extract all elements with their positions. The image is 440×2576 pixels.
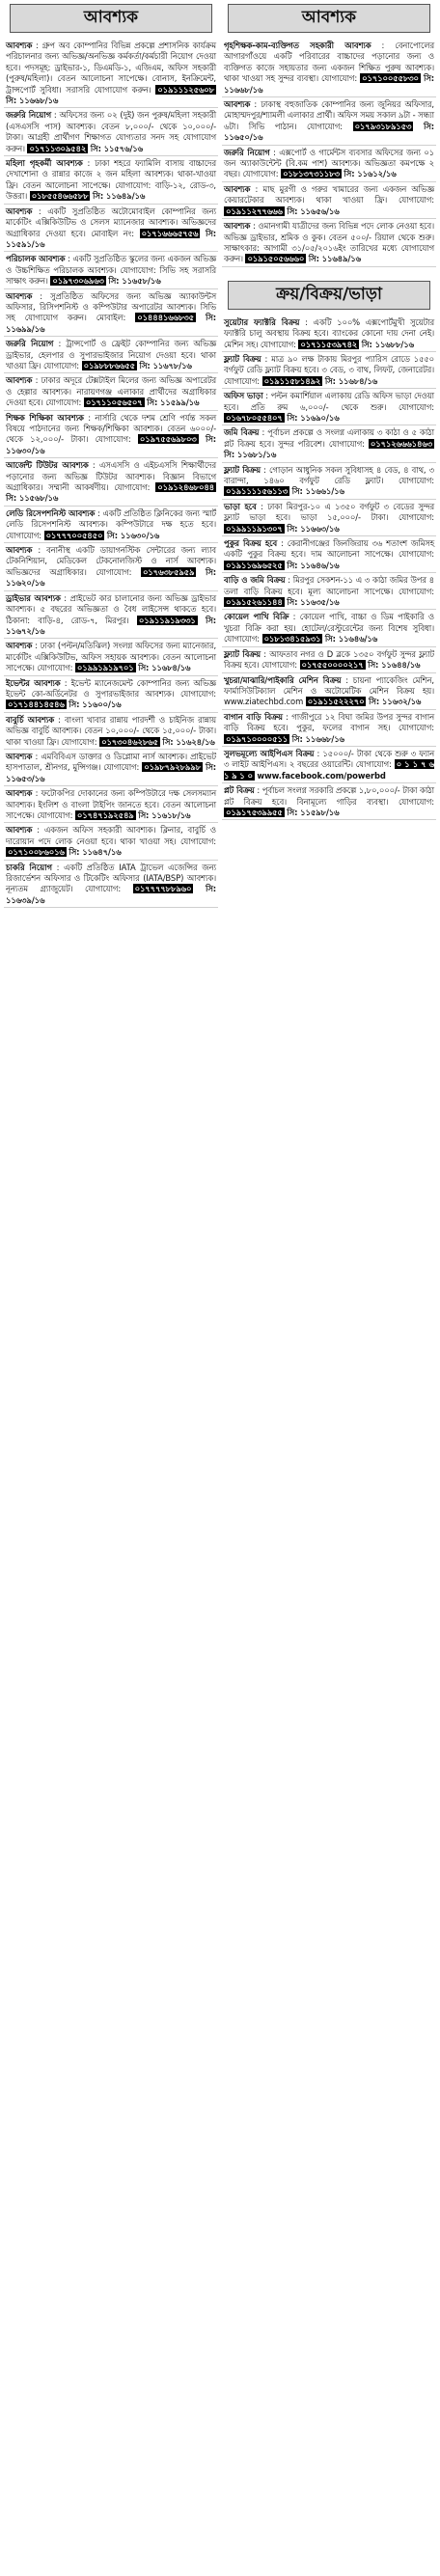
ad-body: এমবিবিএস ডাক্তার ও ডিপ্লোমা নার্স আবশ্যক। প্রাইভেট হাসপাতাল, শ্রীনগর, মুন্সিগঞ্জ। যোগাযোগ: — [6, 751, 216, 773]
ad-code: সি: ১১৬৯০/১৬ — [287, 412, 340, 423]
ad-code: সি: ১১৬৫৮/১৬ — [108, 276, 161, 287]
ad-body: বনানীস্থ একটি ডায়াগনস্টিক সেন্টারের জন্য ল্যাব টেকনিশিয়ান, মেডিকেল টেকনোলজিস্ট ও নার্স আবশ্যক। অভিজ্ঞদের অগ্রাধিকার। যোগাযোগ: — [6, 545, 216, 577]
ad-phone: ০১৯৭৩০৬৯৬৩ — [52, 276, 104, 287]
classified-ad: জরুরি নিয়োগ : অফিসের জন্য ০২ (দুই) জন পুরুষ/মহিলা সহকারী (এসএসসি পাস) আবশ্যক। বেতন ৮,০০০/- থেকে ১০,০০০/- টাকা। আগ্রহী প্রার্থীগণ শিক্ষাগত যোগ্যতার সনদ সহ যোগাযোগ করুন। ০১৭১১৩০৯৫৪২ সি: ১১৫৭৬/১৬ — [4, 108, 218, 156]
ad-code: সি: ১১৬৭৮/১৬ — [139, 360, 192, 370]
ad-title: শিক্ষক শিক্ষিকা আবশ্যক — [6, 412, 84, 423]
ad-title: প্লট বিক্রয় — [224, 785, 255, 796]
ad-code: সি: ১১৬৮৪/১৬ — [138, 663, 191, 673]
ad-phone: ০১৭৪৭১৯২৫৪৯ — [76, 810, 134, 820]
ad-code: সি: ১১৬২০/১৬ — [6, 566, 217, 589]
ad-phone: ০১৯৯১১৯১৩০৭ — [226, 523, 283, 534]
ad-title: ইভেন্টর আবশ্যক — [6, 677, 61, 688]
classified-ad: ফ্ল্যাট বিক্রয় : গোড়ান আধুনিক সকল সুবিধাসহ ৪ বেড, ৪ বাথ, ৩ বারান্দা, ১৪৬০ বর্গফুট রেডি ফ্ল্যাট। যোগাযোগ: ০১৯১১১১৫৬১১৩ সি: ১১৬৬১/১৬ — [222, 463, 436, 500]
ad-phone: ০১৯১১৯১৯৩৩১ — [138, 615, 196, 625]
ad-phone: ০১৯৯১৯১৯৭০১ — [76, 663, 134, 673]
ad-code: সি: ১১৬৪৭/১৬ — [69, 847, 122, 858]
ad-title: আর্জেন্ট টিউটর আবশ্যক — [6, 460, 89, 471]
ad-title: জরুরি নিয়োগ — [6, 339, 54, 349]
classified-ad: সুলভমূল্যে আইপিএস বিক্রয় : ১৫০০০/- টাকা থেকে শুরু ৩ ফ্যান ৩ লাইট আইপিএস। ২ বছরের ওয়ারেন্টি। যোগাযোগ: ০ ১ ১ ৭ ৬ ১ ৯ ১ ০ www.facebook.com/powerbd — [222, 747, 436, 783]
ad-code: সি: ১১৬৮১/১৬ — [224, 450, 277, 460]
left-ad-list — [4, 39, 218, 908]
ad-body: মিরপুর সেকশন-১১ এ ৩ কাঠা জমির উপর ৪ তলা বাড়ি বিক্রয় হবে। মূল্য আলোচনা সাপেক্ষে। যোগাযোগ: — [224, 575, 434, 596]
ad-phone: ০১৮১৩৭৩১১৮৩ — [283, 169, 340, 179]
ad-body: একটি সুপ্রতিষ্ঠিত অটোমোবাইল কোম্পানির জন্য মার্কেটিং এক্সিকিউটিভ ও সেলস ম্যানেজার আবশ্যক। অভিজ্ঞদের অগ্রাধিকার দেওয়া হবে। মোবাইল নং: — [6, 206, 216, 238]
ad-title: মহিলা গৃহকর্মী আবশ্যক — [6, 158, 83, 169]
ad-code: সি: ১১৬৫৩/১৬ — [6, 762, 217, 783]
section-header-wanted: আবশ্যক — [10, 4, 212, 33]
ad-body: এসএসসি ও এইচএসসি শিক্ষার্থীদের পড়ানোর জন্য অভিজ্ঞ টিউটর আবশ্যক। বিজ্ঞান বিভাগে অগ্রাধিকার। সম্মানী আকর্ষণীয়। যোগাযোগ: — [6, 460, 216, 493]
ad-body: নার্সারি থেকে দশম শ্রেণি পর্যন্ত সকল বিষয়ে পাঠদানের জন্য শিক্ষক/শিক্ষিকা আবশ্যক। বেতন ৬০০০/- থেকে ১২,০০০/- টাকা। যোগাযোগ: — [6, 412, 216, 445]
classified-ad: পরিচালক আবশ্যক : একটি সুপ্রতিষ্ঠিত স্কুলের জন্য একজন অভিজ্ঞ ও উচ্চশিক্ষিত পরিচালক আবশ্যক। যোগাযোগ: সিভি সহ সরাসরি সাক্ষাৎ করুন। ০১৯৭৩০৬৯৬৩ সি: ১১৬৫৮/১৬ — [4, 252, 218, 288]
classified-ad: বাবুর্চি আবশ্যক : বাংলা খাবার রান্নায় পারদর্শী ও চাইনিজ রান্নায় অভিজ্ঞ বাবুর্চি আবশ্যক। বেতন ১০,০০০/- থেকে ১৫,০০০/- টাকা। থাকা খাওয়া ফ্রি। যোগাযোগ: ০১৭৩০৪৬২৮৬৫ সি: ১১৬২৪/১৬ — [4, 713, 218, 750]
classified-ad: জরুরি নিয়োগ : এক্সপোর্ট ও গার্মেন্টস ব্যবসার অফিসের জন্য ০১ জন অ্যাকাউন্টেন্ট (বি.কম পাশ) আবশ্যক। অভিজ্ঞতা কমপক্ষে ২ বছর। যোগাযোগ: ০১৮১৩৭৩১১৮৩ সি: ১১৬১২/১৬ — [222, 146, 436, 182]
ad-code: সি: ১১৬৬১/১৬ — [291, 486, 344, 497]
classified-ad: বাগান বাড়ি বিক্রয় : গাজীপুরে ১২ বিঘা জমির উপর সুন্দর বাগান বাড়ি বিক্রয় হবে। পুকুর, ফলের বাগান সহ। যোগাযোগ: ০১৯৭১০০০০৫১১ সি: ১১৬৬৮/১৬ — [222, 710, 436, 747]
ad-body: ট্রান্সপোর্ট ও ফ্রেইট কোম্পানির জন্য অভিজ্ঞ ড্রাইভার, হেলপার ও সুপারভাইজার নিয়োগ দেওয়া হবে। থাকা খাওয়া ফ্রি। যোগাযোগ: — [6, 339, 216, 370]
ad-code: সি: ১১৬০০/১৬ — [69, 699, 122, 710]
ad-phone: ০১৯১১২৭৭৬৬৬ — [226, 206, 283, 216]
classified-ad: ফ্ল্যাট বিক্রয় : মাত্র ৯০ লক্ষ টাকায় মিরপুর প্যারিস রোডে ১৫৫০ বর্গফুট রেডি ফ্ল্যাট বিক্রয় হবে। ৩ বেড, ৩ বাথ, লিফট, জেনারেটর। যোগাযোগ: ০১৯১১৫৮১৪৯২ সি: ১১৬৮৪/১৬ — [222, 352, 436, 389]
ad-title: আবশ্যক — [6, 290, 33, 301]
ad-body: কোয়েল পাখি, বাচ্চা ও ডিম পাইকারি ও খুচরা বিক্রি করা হয়। হোটেল/রেস্টুরেন্টের জন্য বিশেষ সুবিধা। যোগাযোগ: — [224, 612, 434, 644]
ad-code: সি: ১১৬৩০/১৬ — [106, 530, 160, 540]
ad-title: আবশ্যক — [6, 641, 33, 651]
ad-title: ফ্ল্যাট বিক্রয় — [224, 648, 261, 659]
ad-phone: ০১৭১১৩০৯৫৪২ — [29, 143, 87, 153]
classified-ad: আবশ্যক : ঢাকার অদূরে টেক্সটাইল মিলের জন্য অভিজ্ঞ অপারেটর ও হেল্পার আবশ্যক। নারায়ণগঞ্জ এলাকার প্রার্থীদের অগ্রাধিকার দেওয়া হবে। যোগাযোগ: ০১৭১১০৫৬৫০৭ সি: ১১৫৯৯/১৬ — [4, 373, 218, 410]
right-column — [222, 0, 436, 820]
ad-phone: ০১৯৭৫৫৬৯৮০৩ — [139, 434, 197, 445]
ad-title: লেডি রিসেপশনিস্ট আবশ্যক — [6, 507, 96, 518]
ad-body: পল্টন কমার্শিয়াল এলাকায় রেডি অফিস ভাড়া দেওয়া হবে। প্রতি রুম ৬,০০০/- থেকে শুরু। যোগাযোগ: — [224, 391, 434, 412]
ad-title: ড্রাইভার আবশ্যক — [6, 592, 61, 603]
ad-title: আবশ্যক — [6, 788, 33, 799]
ad-title: কোয়েল পাখি বিক্রি — [224, 612, 289, 622]
ad-code: সি: ১১৬৪৬/১৬ — [324, 634, 378, 644]
ad-title: চাকরি নিয়োগ — [6, 862, 52, 872]
classified-ad: আবশ্যক : মাছ মুরগী ও গরুর খামারের জন্য একজন অভিজ্ঞ কেয়ারটেকার আবশ্যক। থাকা খাওয়া ফ্রি। যোগাযোগ: ০১৯১১২৭৭৬৬৬ সি: ১১৬৫৬/১৬ — [222, 182, 436, 219]
ad-body: আফতাব নগর ও D ব্লকে ১৩৫০ বর্গফুট সুন্দর ফ্ল্যাট বিক্রয় হবে। যোগাযোগ: — [224, 648, 434, 671]
ad-body: একটি সুপ্রতিষ্ঠিত স্কুলের জন্য একজন অভিজ্ঞ ও উচ্চশিক্ষিত পরিচালক আবশ্যক। যোগাযোগ: সিভি সহ সরাসরি সাক্ষাৎ করুন। — [6, 254, 216, 287]
classified-ad: আর্জেন্ট টিউটর আবশ্যক : এসএসসি ও এইচএসসি শিক্ষার্থীদের পড়ানোর জন্য অভিজ্ঞ টিউটর আবশ্যক। বিজ্ঞান বিভাগে অগ্রাধিকার। সম্মানী আকর্ষণীয়। যোগাযোগ: ০১৯১২৪৬৮০৪৪ সি: ১১৫৬৮/১৬ — [4, 458, 218, 507]
ad-phone: ০১৭৯৩১৮৯১৫৩ — [354, 121, 412, 131]
ad-body: ঢাকার অদূরে টেক্সটাইল মিলের জন্য অভিজ্ঞ অপারেটর ও হেল্পার আবশ্যক। নারায়ণগঞ্জ এলাকার প্রার্থীদের অগ্রাধিকার দেওয়া হবে। যোগাযোগ: — [6, 375, 216, 408]
ad-phone: ০১৭১৪৪১৪৫৪৬ — [8, 699, 65, 710]
ad-body: বেনাপোলের আগারগাঁওয়ে একটি পরিবারের বাচ্চাদের পড়ানোর জন্য ও ব্যক্তিগত কাজে সহায়তার জন্য একজন শিক্ষিত পুরুষ আবশ্যক। থাকা খাওয়া সহ সুন্দর ব্যবস্থা। যোগাযোগ: — [224, 41, 434, 84]
classified-ad: অফিস ভাড়া : পল্টন কমার্শিয়াল এলাকায় রেডি অফিস ভাড়া দেওয়া হবে। প্রতি রুম ৬,০০০/- থেকে শুরু। যোগাযোগ: ০১৬৭৮০৫৫৪০৭ সি: ১১৬৯০/১৬ — [222, 389, 436, 425]
ad-title: বাবুর্চি আবশ্যক — [6, 714, 55, 725]
ad-body: ঢাকা (পল্টন/মতিঝিল) সংলগ্ন অফিসের জন্য ম্যানেজার, মার্কেটিং এক্সিকিউটিভ, অফিস সহায়ক আবশ্যক। বেতন আলোচনা সাপেক্ষে। যোগাযোগ: — [6, 641, 217, 673]
ad-code: সি: ১১৬৬৩/১৬ — [287, 523, 340, 534]
ad-body: একজন অফিস সহকারী আবশ্যক। ক্লিনার, বাবুর্চি ও দারোয়ান পদে লোক নেওয়া হবে। থাকা খাওয়া সহ। যোগাযোগ: — [6, 825, 216, 846]
ad-code: সি: ১১৬৪৬/১৬ — [287, 560, 340, 570]
ad-phone: ০১৭১৬৬৬৫৭৫৬ — [141, 228, 199, 238]
ad-title: আবশ্যক — [6, 206, 33, 216]
ad-body: প্রাইভেট কার চালানোর জন্য অভিজ্ঞ ড্রাইভার আবশ্যক। ৫ বছরের অভিজ্ঞতা ও বৈধ লাইসেন্স থাকতে হবে। ঠিকানা: বাড়ি-৪, রোড-৭, মিরপুর। — [6, 592, 216, 625]
ad-body: ফটোকপির দোকানের জন্য কম্পিউটারে দক্ষ সেলসম্যান আবশ্যক। ইংলিশ ও বাংলা টাইপিং জানতে হবে। বেতন আলোচনা সাপেক্ষে। যোগাযোগ: — [6, 788, 216, 820]
classified-ad: প্লট বিক্রয় : পূর্বাচল সংলগ্ন সরকারি প্রকল্পে ১,৮০,০০০/- টাকা কাঠা প্লট বিক্রয় হবে। বিনামূল্যে গাড়ির ব্যবস্থা। যোগাযোগ: ০১৯১৭৫৩৯৯৫৫ সি: ১১৫৯৮/১৬ — [222, 783, 436, 820]
classified-ad: ফ্ল্যাট বিক্রয় : আফতাব নগর ও D ব্লকে ১৩৫০ বর্গফুট সুন্দর ফ্ল্যাট বিক্রয় হবে। যোগাযোগ: ০১৭৫৫০০০০২১৭ সি: ১১৬৪৪/১৬ — [222, 647, 436, 673]
ad-body: ঢাকাস্থ বহুজাতিক কোম্পানির জন্য জুনিয়র অফিসার, মোহাম্মদপুর/শ্যামলী এলাকার প্রার্থী। অফিস সময় সকাল ৯টা - সন্ধ্যা ৬টা। সিভি পাঠান। যোগাযোগ: — [224, 99, 434, 131]
ad-phone: ০১৮৫৫৪৬৬৫৮৮ — [31, 191, 89, 202]
ad-phone: ০১৭৬৩৮৫৯৫৯ — [142, 566, 195, 577]
classified-ad: বাড়ি ও জমি বিক্রয় : মিরপুর সেকশন-১১ এ ৩ কাঠা জমির উপর ৪ তলা বাড়ি বিক্রয় হবে। মূল্য আলোচনা সাপেক্ষে। যোগাযোগ: ০১৯১৫২৬১১৪৪ সি: ১১৬৩৫/১৬ — [222, 573, 436, 610]
section-header-buy-sell-rent: ক্রয়/বিক্রয়/ভাড়া — [228, 281, 430, 310]
ad-body: ১৫০০০/- টাকা থেকে শুরু ৩ ফ্যান ৩ লাইট আইপিএস। ২ বছরের ওয়ারেন্টি। যোগাযোগ: — [224, 748, 434, 770]
ad-phone: ০১৮১৩৪১৫৯৩১ — [263, 634, 321, 644]
classified-ad: আবশ্যক : একজন অফিস সহকারী আবশ্যক। ক্লিনার, বাবুর্চি ও দারোয়ান পদে লোক নেওয়া হবে। থাকা খাওয়া সহ। যোগাযোগ: ০১৭১০০৮৬০১৬ সি: ১১৬৪৭/১৬ — [4, 823, 218, 860]
classified-ad: শিক্ষক শিক্ষিকা আবশ্যক : নার্সারি থেকে দশম শ্রেণি পর্যন্ত সকল বিষয়ে পাঠদানের জন্য শিক্ষক/শিক্ষিকা আবশ্যক। বেতন ৬০০০/- থেকে ১২,০০০/- টাকা। যোগাযোগ: ০১৯৭৫৫৬৯৮০৩ সি: ১১৬৩০/১৬ — [4, 411, 218, 459]
ad-title: সুয়েটার ফ্যাক্টরি বিক্রয় — [224, 316, 300, 327]
ad-phone: ০১৯১৭৫৩৯৯৫৫ — [226, 807, 283, 817]
ad-title: ভাড়া হবে — [224, 501, 257, 511]
ad-body: একটি প্রতিষ্ঠিত IATA ট্রাভেল এজেন্সির জন্য রিজার্ভেশন অফিসার ও টিকেটিং অফিসার (IATA/BSP) আবশ্যক। নূন্যতম গ্র্যাজুয়েট। যোগাযোগ: — [6, 862, 216, 894]
ad-phone: ০১৯১২৪৬৮০৪৪ — [157, 482, 214, 493]
ad-code: সি: ১১৬৫৬/১৬ — [287, 206, 340, 216]
ad-code: সি: ১১৬৮৪/১৬ — [324, 375, 378, 386]
ad-title: জরুরি নিয়োগ — [6, 110, 52, 121]
ad-code: সি: ১১৬৬৮/১৬ — [6, 96, 59, 106]
ad-code: সি: ১১৬৬৮/১৬ — [291, 733, 344, 744]
ad-phone: ০১৯১১১২৫৬০৮ — [157, 84, 214, 95]
ad-phone: ০১৯১১৫৮১৪৯২ — [263, 375, 321, 386]
ad-title: আবশ্যক — [224, 99, 251, 110]
ad-title: পরিচালক আবশ্যক — [6, 254, 66, 264]
classified-ad: আবশ্যক : ঢাকাস্থ বহুজাতিক কোম্পানির জন্য জুনিয়র অফিসার, মোহাম্মদপুর/শ্যামলী এলাকার প্রার্থী। অফিস সময় সকাল ৯টা - সন্ধ্যা ৬টা। সিভি পাঠান। যোগাযোগ: ০১৭৯৩১৮৯১৫৩ সি: ১১৬৫০/১৬ — [222, 97, 436, 146]
ad-body: অফিসের জন্য ০২ (দুই) জন পুরুষ/মহিলা সহকারী (এসএসসি পাস) আবশ্যক। বেতন ৮,০০০/- থেকে ১০,০০০/- টাকা। আগ্রহী প্রার্থীগণ শিক্ষাগত যোগ্যতার সনদ সহ যোগাযোগ করুন। — [6, 110, 216, 153]
classified-ad: ড্রাইভার আবশ্যক : প্রাইভেট কার চালানোর জন্য অভিজ্ঞ ড্রাইভার আবশ্যক। ৫ বছরের অভিজ্ঞতা ও বৈধ লাইসেন্স থাকতে হবে। ঠিকানা: বাড়ি-৪, রোড-৭, মিরপুর। ০১৯১১৯১৯৩৩১ সি: ১১৬৭২/১৬ — [4, 591, 218, 640]
ad-phone: ০ ১ ১ ৭ ৬ ১ ৯ ১ ০ — [224, 759, 435, 781]
ad-body: এক্সপোর্ট ও গার্মেন্টস ব্যবসার অফিসের জন্য ০১ জন অ্যাকাউন্টেন্ট (বি.কম পাশ) আবশ্যক। অভিজ্ঞতা কমপক্ষে ২ বছর। যোগাযোগ: — [224, 147, 435, 179]
ad-code: সি: ১১৬৩২/১৬ — [369, 697, 422, 707]
ad-code: সি: ১১৬২৪/১৬ — [162, 736, 215, 747]
ad-title: পুকুর বিক্রয় হবে — [224, 538, 278, 549]
classified-ad: লেডি রিসেপশনিস্ট আবশ্যক : একটি প্রতিষ্ঠিত ক্লিনিকের জন্য স্মার্ট লেডি রিসেপশনিস্ট আবশ্যক। কম্পিউটারে দক্ষ হতে হবে। যোগাযোগ: ০১৭৭৭০০৫৪৫০ সি: ১১৬৩০/১৬ — [4, 507, 218, 543]
ad-phone: ০১৯৮৮৮৬৬৫৫ — [83, 360, 135, 370]
ad-body: একটি প্রতিষ্ঠিত ক্লিনিকের জন্য স্মার্ট লেডি রিসেপশনিস্ট আবশ্যক। কম্পিউটারে দক্ষ হতে হবে। যোগাযোগ: — [6, 507, 216, 540]
ad-body: সুপ্রতিষ্ঠিত অফিসের জন্য অভিজ্ঞ অ্যাকাউন্টস অফিসার, রিসিপশনিস্ট ও কম্পিউটার অপারেটর আবশ্যক। সিভি সহ যোগাযোগ করুন। মোবাইল: — [6, 290, 216, 323]
classified-ad: জমি বিক্রয় : পূর্বাচল প্রকল্পে ও সংলগ্ন এলাকায় ৩ কাঠা ও ৫ কাঠা প্লট বিক্রয় হবে। সুন্দর পরিবেশ। যোগাযোগ: ০১৭১২৬৬৬১৪৬৩ সি: ১১৬৮১/১৬ — [222, 425, 436, 462]
ad-title: বাগান বাড়ি বিক্রয় — [224, 711, 283, 722]
ad-title: জরুরি নিয়োগ — [224, 147, 270, 157]
ad-body: ঢাকা মিরপুর-১০ এ ১৩৫০ বর্গফুট ৩ বেডের সুন্দর ফ্ল্যাট ভাড়া হবে। ভাড়া ১৫,০০০/- টাকা। যোগাযোগ: — [224, 501, 434, 523]
ad-title: সুলভমূল্যে আইপিএস বিক্রয় — [224, 748, 315, 758]
ad-code: সি: ১১৬৫০/১৬ — [224, 121, 435, 143]
classified-ad: চাকরি নিয়োগ : একটি প্রতিষ্ঠিত IATA ট্রাভেল এজেন্সির জন্য রিজার্ভেশন অফিসার ও টিকেটিং অফিসার (IATA/BSP) আবশ্যক। নূন্যতম গ্র্যাজুয়েট। যোগাযোগ: ০১৭৭৭৭৮৮৯৬০ সি: ১১৬৩৯/১৬ — [4, 861, 218, 909]
classified-ad: আবশ্যক : গ্রুপ অব কোম্পানির বিভিন্ন প্রকল্পে প্রশাসনিক কার্যক্রম পরিচালনার জন্য অভিজ্ঞ/অনভিজ্ঞ কর্মকর্তা/কর্মচারী নিয়োগ দেওয়া হবে। পদসমূহ: ড্রাইভার-১, ডিএমডি-১, এজিএম, অফিস সহকারী (পুরুষ/মহিলা)। বেতন আলোচনা সাপেক্ষে। বোনাস, ইনক্রিমেন্ট, ট্রান্সপোর্ট সুবিধা। সরাসরি যোগাযোগ করুন। ০১৯১১১২৫৬০৮ সি: ১১৬৬৮/১৬ — [4, 39, 218, 108]
right-ad-list-2 — [222, 315, 436, 821]
ad-phone: ০১৭১০০৫৫৮৩০ — [362, 73, 419, 84]
ad-phone: ০১৬৭৮০৫৫৪০৭ — [226, 412, 283, 423]
ad-code: সি: ১১৬৩৫/১৬ — [287, 597, 340, 608]
ad-code: সি: ১১৫৭৬/১৬ — [90, 143, 143, 153]
ad-title: আবশ্যক — [6, 825, 33, 836]
ad-code: সি: ১১৫৯৯/১৬ — [147, 397, 200, 408]
ad-phone: ০১৪৪৪১৬৬৮৩৫ — [137, 313, 194, 323]
classified-ad: আবশ্যক : একটি সুপ্রতিষ্ঠিত অটোমোবাইল কোম্পানির জন্য মার্কেটিং এক্সিকিউটিভ ও সেলস ম্যানেজার আবশ্যক। অভিজ্ঞদের অগ্রাধিকার দেওয়া হবে। মোবাইল নং: ০১৭১৬৬৬৫৭৫৬ সি: ১১৫৯১/১৬ — [4, 205, 218, 253]
ad-code: সি: ১১৬৩০/১৬ — [6, 434, 217, 455]
ad-body: কেরানীগঞ্জের জিনজিরায় ৩৬ শতাংশ জমিসহ একটি পুকুর বিক্রয় হবে। দাম আলোচনা সাপেক্ষে। যোগাযোগ: — [224, 538, 434, 560]
ad-code: সি: ১১৫৯১/১৬ — [6, 228, 217, 249]
ad-title: আবশ্যক — [224, 183, 251, 194]
ad-code: সি: ১১৬৮৮/১৬ — [361, 339, 414, 349]
ad-body: বাংলা খাবার রান্নায় পারদর্শী ও চাইনিজ রান্নায় অভিজ্ঞ বাবুর্চি আবশ্যক। বেতন ১০,০০০/- থেকে ১৫,০০০/- টাকা। থাকা খাওয়া ফ্রি। যোগাযোগ: — [6, 714, 216, 747]
ad-phone: ০১৯১১৬৯৬৫২৫ — [226, 560, 283, 570]
ad-phone: ০১৭৫৫০০০০২১৭ — [301, 660, 364, 671]
classified-ad: আবশ্যক : সুপ্রতিষ্ঠিত অফিসের জন্য অভিজ্ঞ অ্যাকাউন্টস অফিসার, রিসিপশনিস্ট ও কম্পিউটার অপারেটর আবশ্যক। সিভি সহ যোগাযোগ করুন। মোবাইল: ০১৪৪৪১৬৬৮৩৫ সি: ১১৬৯৯/১৬ — [4, 289, 218, 338]
section-header-wanted-2: আবশ্যক — [228, 4, 430, 33]
classified-ad: ভাড়া হবে : ঢাকা মিরপুর-১০ এ ১৩৫০ বর্গফুট ৩ বেডের সুন্দর ফ্ল্যাট ভাড়া হবে। ভাড়া ১৫,০০০/- টাকা। যোগাযোগ: ০১৯৯১১৯১৩০৭ সি: ১১৬৬৩/১৬ — [222, 500, 436, 536]
ad-phone: ০১৭১০০৮৬০১৬ — [8, 847, 65, 858]
ad-code: সি: ১১৬১৮/১৬ — [138, 810, 191, 820]
ad-code: সি: ১১৫৬৮/১৬ — [6, 493, 59, 504]
ad-body: পূর্বাচল সংলগ্ন সরকারি প্রকল্পে ১,৮০,০০০/- টাকা কাঠা প্লট বিক্রয় হবে। বিনামূল্যে গাড়ির ব্যবস্থা। যোগাযোগ: — [224, 785, 434, 807]
ad-body: পূর্বাচল প্রকল্পে ও সংলগ্ন এলাকায় ৩ কাঠা ও ৫ কাঠা প্লট বিক্রয় হবে। সুন্দর পরিবেশ। যোগাযোগ: — [224, 427, 434, 449]
ad-body: মাত্র ৯০ লক্ষ টাকায় মিরপুর প্যারিস রোডে ১৫৫০ বর্গফুট রেডি ফ্ল্যাট বিক্রয় হবে। ৩ বেড, ৩ বাথ, লিফট, জেনারেটর। যোগাযোগ: — [224, 353, 434, 386]
right-ad-list-1 — [222, 39, 436, 267]
ad-code: সি: ১১৬৭২/১৬ — [6, 615, 217, 636]
classified-ad: গৃহশিক্ষক-কাম-ব্যক্তিগত সহকারী আবশ্যক : বেনাপোলের আগারগাঁওয়ে একটি পরিবারের বাচ্চাদের পড়ানোর জন্য ও ব্যক্তিগত কাজে সহায়তার জন্য একজন শিক্ষিত পুরুষ আবশ্যক। থাকা খাওয়া সহ সুন্দর ব্যবস্থা। যোগাযোগ: ০১৭১০০৫৫৮৩০ সি: ১১৬৬৮/১৬ — [222, 39, 436, 97]
ad-body: মাছ মুরগী ও গরুর খামারের জন্য একজন অভিজ্ঞ কেয়ারটেকার আবশ্যক। থাকা খাওয়া ফ্রি। যোগাযোগ: — [224, 183, 434, 206]
classified-ad: আবশ্যক : এমবিবিএস ডাক্তার ও ডিপ্লোমা নার্স আবশ্যক। প্রাইভেট হাসপাতাল, শ্রীনগর, মুন্সিগঞ্জ। যোগাযোগ: ০১৯৮৭৯২৮৯৯৮ সি: ১১৬৫৩/১৬ — [4, 750, 218, 786]
classified-ad: মহিলা গৃহকর্মী আবশ্যক : ঢাকা শহরে ফ্যামিলি বাসায় বাচ্চাদের দেখাশোনা ও রান্নার কাজে ২ জন মহিলা আবশ্যক। থাকা-খাওয়া ফ্রি। বেতন আলোচনা সাপেক্ষে। যোগাযোগ: বাড়ি-১২, রোড-৩, উত্তরা। ০১৮৫৫৪৬৬৫৮৮ সি: ১১৬৪৯/১৬ — [4, 156, 218, 205]
ad-phone: ০১৭১১৫৩৯৭৪২ — [300, 339, 358, 349]
ad-body: গাজীপুরে ১২ বিঘা জমির উপর সুন্দর বাগান বাড়ি বিক্রয় হবে। পুকুর, ফলের বাগান সহ। যোগাযোগ: — [224, 711, 434, 733]
ad-title: ফ্ল্যাট বিক্রয় — [224, 353, 261, 364]
ad-title: আবশ্যক — [6, 41, 33, 50]
ad-phone: ০১৭১২৬৬৬১৪৬৩ — [370, 438, 432, 449]
classified-ad: জরুরি নিয়োগ : ট্রান্সপোর্ট ও ফ্রেইট কোম্পানির জন্য অভিজ্ঞ ড্রাইভার, হেলপার ও সুপারভাইজার নিয়োগ দেওয়া হবে। থাকা খাওয়া ফ্রি। যোগাযোগ: ০১৯৮৮৮৬৬৫৫ সি: ১১৬৭৮/১৬ — [4, 337, 218, 373]
classified-ad: আবশ্যক : ঢাকা (পল্টন/মতিঝিল) সংলগ্ন অফিসের জন্য ম্যানেজার, মার্কেটিং এক্সিকিউটিভ, অফিস সহায়ক আবশ্যক। বেতন আলোচনা সাপেক্ষে। যোগাযোগ: ০১৯৯১৯১৯৭০১ সি: ১১৬৮৪/১৬ — [4, 639, 218, 675]
classified-ad: খুচরা/মাঝারি/পাইকারি মেশিন বিক্রয় : চায়না প্যাকেজিং মেশিন, ফার্মাসিউটিক্যাল মেশিন ও অটোমেটিক মেশিন বিক্রয় হয়। www.ziatechbd.com ০১৯১১৫২২২৭০ সি: ১১৬৩২/১৬ — [222, 673, 436, 710]
ad-body: ঢাকা শহরে ফ্যামিলি বাসায় বাচ্চাদের দেখাশোনা ও রান্নার কাজে ২ জন মহিলা আবশ্যক। থাকা-খাওয়া ফ্রি। বেতন আলোচনা সাপেক্ষে। যোগাযোগ: বাড়ি-১২, রোড-৩, উত্তরা। — [6, 158, 216, 202]
classified-ad: আবশ্যক : বনানীস্থ একটি ডায়াগনস্টিক সেন্টারের জন্য ল্যাব টেকনিশিয়ান, মেডিকেল টেকনোলজিস্ট ও নার্স আবশ্যক। অভিজ্ঞদের অগ্রাধিকার। যোগাযোগ: ০১৭৬৩৮৫৯৫৯ সি: ১১৬২০/১৬ — [4, 543, 218, 591]
ad-body: ইভেন্ট ম্যানেজমেন্ট কোম্পানির জন্য অভিজ্ঞ ইভেন্ট কো-অর্ডিনেটর ও সুপারভাইজার আবশ্যক। যোগাযোগ: — [6, 677, 216, 699]
ad-phone: ০১৯৮৭৯২৮৯৯৮ — [144, 762, 201, 773]
ad-code: সি: ১১৬৪৪/১৬ — [368, 660, 421, 671]
ad-code: সি: ১১৬১২/১৬ — [344, 169, 397, 179]
ad-phone: ০১৯১১১১৫৬১১৩ — [226, 486, 289, 497]
ad-code: সি: ১১৬৪৯/১৬ — [308, 254, 361, 264]
ad-title: খুচরা/মাঝারি/পাইকারি মেশিন বিক্রয় — [224, 674, 342, 685]
ad-code: সি: ১১৬৯৯/১৬ — [6, 313, 217, 334]
ad-code: সি: ১১৬৩৯/১৬ — [6, 884, 217, 905]
classified-ad: আবশ্যক : ওমানগামী যাত্রীদের জন্য বিভিন্ন পদে লোক নেওয়া হবে। অভিজ্ঞ ড্রাইভার, শ্রমিক ও কুক। বেতন ৫০০/- রিয়াল থেকে শুরু। সাক্ষাৎকার: আগামী ৩১/০৫/২০১৬ইং তারিখের মধ্যে যোগাযোগ করুন। ০১৯১৫০৫৬৬৬০ সি: ১১৬৪৯/১৬ — [222, 219, 436, 267]
classified-ad: কোয়েল পাখি বিক্রি : কোয়েল পাখি, বাচ্চা ও ডিম পাইকারি ও খুচরা বিক্রি করা হয়। হোটেল/রেস্টুরেন্টের জন্য বিশেষ সুবিধা। যোগাযোগ: ০১৮১৩৪১৫৯৩১ সি: ১১৬৪৬/১৬ — [222, 610, 436, 646]
ad-code: www.facebook.com/powerbd — [257, 770, 386, 781]
ad-title: বাড়ি ও জমি বিক্রয় — [224, 575, 286, 586]
ad-phone: ০১৭৩০৪৬২৮৬৫ — [101, 736, 158, 747]
ad-phone: ০১৯১১৫২২২৭০ — [307, 697, 365, 707]
ad-title: আবশ্যক — [224, 221, 251, 232]
classified-ad: ইভেন্টর আবশ্যক : ইভেন্ট ম্যানেজমেন্ট কোম্পানির জন্য অভিজ্ঞ ইভেন্ট কো-অর্ডিনেটর ও সুপারভাইজার আবশ্যক। যোগাযোগ: ০১৭১৪৪১৪৫৪৬ সি: ১১৬০০/১৬ — [4, 676, 218, 713]
ad-title: আবশ্যক — [6, 545, 33, 556]
ad-body: গ্রুপ অব কোম্পানির বিভিন্ন প্রকল্পে প্রশাসনিক কার্যক্রম পরিচালনার জন্য অভিজ্ঞ/অনভিজ্ঞ কর্মকর্তা/কর্মচারী নিয়োগ দেওয়া হবে। পদসমূহ: ড্রাইভার-১, ডিএমডি-১, এজিএম, অফিস সহকারী (পুরুষ/মহিলা)। বেতন আলোচনা সাপেক্ষে। বোনাস, ইনক্রিমেন্ট, ট্রান্সপোর্ট সুবিধা। সরাসরি যোগাযোগ করুন। — [6, 41, 216, 95]
ad-body: চায়না প্যাকেজিং মেশিন, ফার্মাসিউটিক্যাল মেশিন ও অটোমেটিক মেশিন বিক্রয় হয়। www.ziatechbd.com — [224, 674, 434, 707]
ad-body: গোড়ান আধুনিক সকল সুবিধাসহ ৪ বেড, ৪ বাথ, ৩ বারান্দা, ১৪৬০ বর্গফুট রেডি ফ্ল্যাট। যোগাযোগ: — [224, 464, 434, 485]
ad-code: সি: ১১৫৯৮/১৬ — [287, 807, 340, 817]
ad-phone: ০১৭৭৭৭৮৮৯৬০ — [134, 884, 192, 894]
classified-ad: সুয়েটার ফ্যাক্টরি বিক্রয় : একটি ১০০% এক্সপোর্টমুখী সুয়েটার ফ্যাক্টরি চালু অবস্থায় বিক্রয় হবে। ব্যাংকের কোনো দায় দেনা নেই। মেশিন সহ। যোগাযোগ: ০১৭১১৫৩৯৭৪২ সি: ১১৬৮৮/১৬ — [222, 315, 436, 352]
ad-body: ওমানগামী যাত্রীদের জন্য বিভিন্ন পদে লোক নেওয়া হবে। অভিজ্ঞ ড্রাইভার, শ্রমিক ও কুক। বেতন ৫০০/- রিয়াল থেকে শুরু। সাক্ষাৎকার: আগামী ৩১/০৫/২০১৬ইং তারিখের মধ্যে যোগাযোগ করুন। — [224, 221, 434, 264]
ad-phone: ০১৯১৫০৫৬৬৬০ — [247, 254, 305, 264]
ad-code: সি: ১১৬৪৯/১৬ — [93, 191, 146, 202]
ad-title: জমি বিক্রয় — [224, 427, 260, 438]
classified-ad: পুকুর বিক্রয় হবে : কেরানীগঞ্জের জিনজিরায় ৩৬ শতাংশ জমিসহ একটি পুকুর বিক্রয় হবে। দাম আলোচনা সাপেক্ষে। যোগাযোগ: ০১৯১১৬৯৬৫২৫ সি: ১১৬৪৬/১৬ — [222, 536, 436, 573]
ad-phone: ০১৯১৫২৬১১৪৪ — [226, 597, 283, 608]
ad-phone: ০১৯৭১০০০০৫১১ — [226, 733, 289, 744]
left-column — [4, 0, 218, 908]
ad-title: ফ্ল্যাট বিক্রয় — [224, 464, 261, 475]
ad-phone: ০১৭৭৭০০৫৪৫০ — [45, 530, 103, 540]
ad-title: আবশ্যক — [6, 751, 33, 761]
ad-phone: ০১৭১১০৫৬৫০৭ — [85, 397, 143, 408]
classified-ad: আবশ্যক : ফটোকপির দোকানের জন্য কম্পিউটারে দক্ষ সেলসম্যান আবশ্যক। ইংলিশ ও বাংলা টাইপিং জানতে হবে। বেতন আলোচনা সাপেক্ষে। যোগাযোগ: ০১৭৪৭১৯২৫৪৯ সি: ১১৬১৮/১৬ — [4, 786, 218, 823]
ad-title: অফিস ভাড়া — [224, 391, 263, 401]
ad-body: একটি ১০০% এক্সপোর্টমুখী সুয়েটার ফ্যাক্টরি চালু অবস্থায় বিক্রয় হবে। ব্যাংকের কোনো দায় দেনা নেই। মেশিন সহ। যোগাযোগ: — [224, 316, 434, 349]
ad-title: আবশ্যক — [6, 375, 33, 386]
ad-title: গৃহশিক্ষক-কাম-ব্যক্তিগত সহকারী আবশ্যক — [224, 41, 371, 50]
ad-code: সি: ১১৬৬৮/১৬ — [224, 73, 435, 95]
